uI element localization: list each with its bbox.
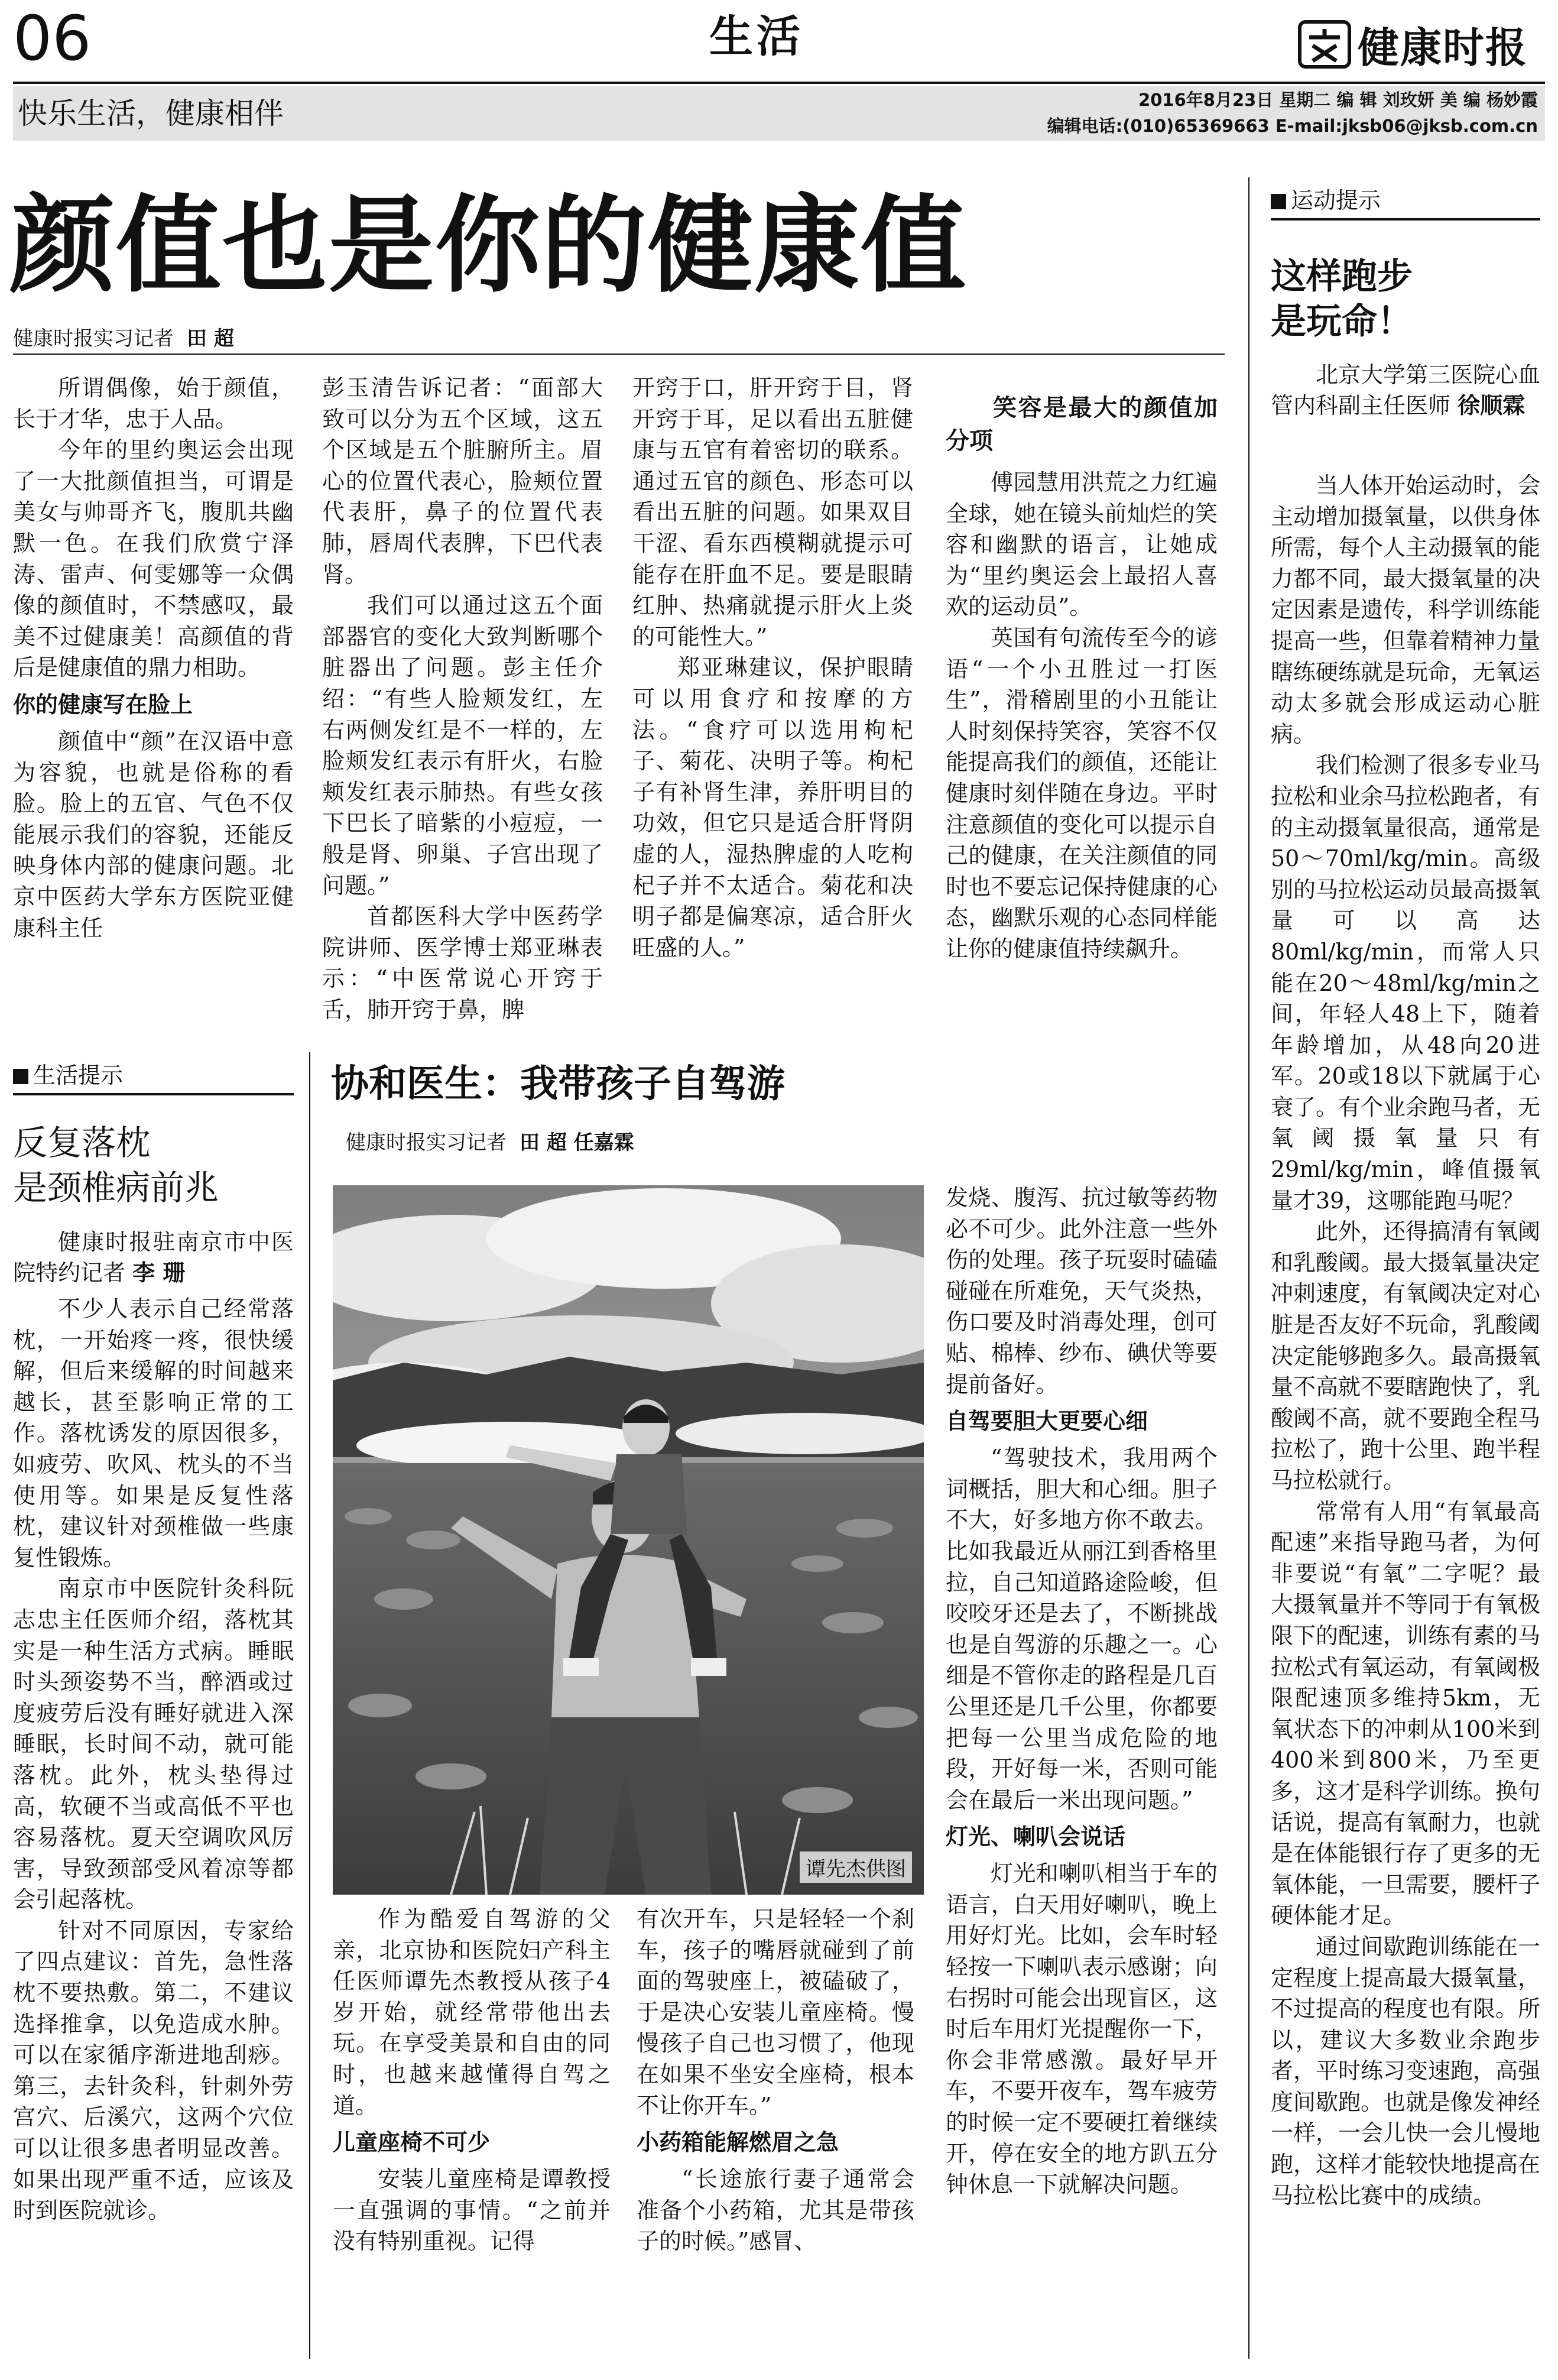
life-divider [309,1052,310,2359]
subheading: 自驾要胆大更要心细 [946,1408,1148,1435]
subheading: 你的健康写在脸上 [13,691,193,718]
drive-byline [346,1126,634,1155]
drive-col-3 [946,1182,1218,2200]
sport-byline-text: 北京大学第三医院心血管内科副主任医师 [1271,362,1541,419]
paragraph: 英国有句流传至今的谚语“一个小丑胜过一打医生”，滑稽剧里的小丑能让人时刻保持笑容，笑容不仅能提高我们的颜值，还能让健康时刻伴随在身边。平时注意颜值的变化可以提示自己的健康，在关注颜值的同时也不要忘记保持健康的心态，幽默乐观的心态同样能让你的健康值持续飙升。 [946,624,1218,962]
life-title-line-1: 反复落枕 [13,1123,151,1163]
sport-body [1271,470,1540,2211]
life-body [13,1293,294,2226]
life-title-line-2: 是颈椎病前兆 [13,1168,219,1208]
sport-byline-name: 徐顺霖 [1458,392,1525,419]
paragraph: 我们可以通过这五个面部器官的变化大致判断哪个脏器出了问题。彭主任介绍：“有些人脸颊发红，左右两侧发红是不一样的，左脸颊发红表示有肝火，右脸颊发红表示肺热。有些女孩下巴长了暗紫的小痘痘，一般是肾、卵巢、子宫出现了问题。” [322,592,603,899]
paragraph: 发烧、腹泻、抗过敏等药物必不可少。此外注意一些外伤的处理。孩子玩耍时磕磕碰碰在所难免，天气炎热，伤口要及时消毒处理，创可贴、棉棒、纱布、碘伏等要提前备好。 [946,1185,1218,1397]
paragraph: 傅园慧用洪荒之力红遍全球，她在镜头前灿烂的笑容和幽默的语言，让她成为“里约奥运会上最招人喜欢的运动员”。 [946,469,1218,620]
section-square-icon [13,1069,28,1084]
photo-credit: 谭先杰供图 [800,1852,912,1883]
paragraph: 当人体开始运动时，会主动增加摄氧量，以供身体所需，每个人主动摄氧的能力都不同，最大摄氧量的决定因素是遗传，科学训练能提高一些，但靠着精神力量瞎练硬练就是玩命，无氧运动太多就会形成运动心脏病。 [1271,472,1541,747]
main-col-3 [632,372,913,963]
sport-title [1271,254,1413,344]
life-byline [13,1227,294,1288]
sport-byline [1271,359,1540,421]
life-byline-name: 李 珊 [132,1259,186,1286]
logo-text: 健康时报 [1358,22,1528,72]
life-title [13,1120,219,1210]
sport-title-line-2: 是玩命！ [1271,301,1413,342]
paragraph: 有次开车，只是轻轻一个刹车，孩子的嘴唇就碰到了前面的驾驶座上，被磕破了，于是决心安装儿童座椅。慢慢孩子自己也习惯了，他现在如果不坐安全座椅，根本不让你开车。” [637,1906,914,2119]
paragraph: 开窍于口，肝开窍于目，肾开窍于耳，足以看出五脏健康与五官有着密切的联系。通过五官的颜色、形态可以看出五脏的问题。如果双目干涩、看东西模糊就提示可能存在肝血不足。要是眼睛红肿、热痛就提示肝火上炎的可能性大。” [632,375,913,650]
paragraph: 郑亚琳建议，保护眼睛可以用食疗和按摩的方法。“食疗可以选用枸杞子、菊花、决明子等。枸杞子有补肾生津，养肝明目的功效，但它只是适合肝肾阴虚的人，湿热脾虚的人吃枸杞子并不太适合。菊花和决明子都是偏寒凉，适合肝火旺盛的人。” [632,654,913,961]
sport-section-text: 运动提示 [1291,187,1381,213]
drive-col-1 [333,1904,611,2257]
life-byline-text: 健康时报驻南京市中医院特约记者 [13,1229,294,1286]
paragraph: 通过间歇跑训练能在一定程度上提高最大摄氧量，不过提高的程度也有限。所以，建议大多数业余跑步者，平时练习变速跑，高强度间歇跑。也就是像发神经一样，一会儿快一会儿慢地跑，这样才能较快地提高在马拉松比赛中的成绩。 [1271,1933,1541,2209]
main-col-2 [322,372,603,1025]
paragraph: 灯光和喇叭相当于车的语言，白天用好喇叭，晚上用好灯光。比如，会车时轻轻按一下喇叭表示感谢；向右拐时可能会出现盲区，这时后车用灯光提醒你一下，你会非常感激。最好早开车，不要开夜车，驾车疲劳的时候一定不要硬扛着继续开，停在安全的地方趴五分钟休息一下就解决问题。 [946,1860,1218,2198]
contact-line: 编辑电话:(010)65369663 E-mail:jksb06@jksb.com.cn [1047,116,1538,136]
drive-col-2 [637,1904,914,2257]
paragraph: 南京市中医院针灸科阮志忠主任医师介绍，落枕其实是一种生活方式病。睡眠时头颈姿势不当，醉酒或过度疲劳后没有睡好就进入深睡眠，长时间不动，就可能落枕。此外，枕头垫得过高，软硬不当或高低不平也容易落枕。夏天空调吹风厉害，导致颈部受风着凉等都会引起落枕。 [13,1575,294,1913]
father-son-photo-icon [333,1185,924,1895]
main-col-4 [946,467,1218,965]
subheading: 小药箱能解燃眉之急 [637,2129,839,2156]
motto: 快乐生活，健康相伴 [18,96,284,131]
travel-photo [333,1185,924,1895]
paragraph: 针对不同原因，专家给了四点建议：首先，急性落枕不要热敷。第二，不建议选择推拿，以免造成水肿。可以在家循序渐进地刮痧。第三，去针灸科，针刺外劳宫穴、后溪穴，这两个穴位可以让很多患者明显改善。如果出现严重不适，应该及时到医院就诊。 [13,1917,294,2224]
date-editor-line: 2016年8月23日 星期二 编 辑 刘玫妍 美 编 杨妙霞 [1138,90,1538,110]
section-title: 生活 [709,11,804,62]
newspaper-logo [1297,18,1528,71]
header-rule [13,82,1545,84]
sidebar-divider [1248,177,1249,2359]
paragraph: “长途旅行妻子通常会准备个小药箱，尤其是带孩子的时候。”感冒、 [637,2166,914,2255]
byline-name: 田 超 [187,327,234,351]
paragraph: 作为酷爱自驾游的父亲，北京协和医院妇产科主任医师谭先杰教授从孩子4岁开始，就经常带他出去玩。在享受美景和自由的同时，也越来越懂得自驾之道。 [333,1906,611,2119]
drive-byline-names: 田 超 任嘉霖 [520,1131,634,1155]
paragraph: 彭玉清告诉记者：“面部大致可以分为五个区域，这五个区域是五个脏腑所主。眉心的位置代表心，脸颊位置代表肝，鼻子的位置代表肺，唇周代表脾，下巴代表肾。 [322,375,603,588]
paragraph: 此外，还得搞清有氧阈和乳酸阈。最大摄氧量决定冲刺速度，有氧阈决定对心脏是否友好不玩命，乳酸阈决定能够跑多久。最高摄氧量不高就不要瞎跑快了，乳酸阈不高，就不要跑全程马拉松了，跑十公里、跑半程马拉松就行。 [1271,1218,1541,1493]
drive-byline-prefix: 健康时报实习记者 [346,1131,507,1155]
paragraph: 所谓偶像，始于颜值，长于才华，忠于人品。 [13,375,294,432]
subheading: 儿童座椅不可少 [333,2129,491,2156]
page-number: 06 [13,2,92,74]
byline-rule [13,354,1225,355]
section-square-icon [1271,194,1286,209]
sport-section-label [1271,182,1540,221]
paragraph: 颜值中“颜”在汉语中意为容貌，也就是俗称的看脸。脸上的五官、气色不仅能展示我们的容貌，还能反映身体内部的健康问题。北京中医药大学东方医院亚健康科主任 [13,728,294,941]
byline-prefix: 健康时报实习记者 [13,327,174,351]
paragraph: 不少人表示自己经常落枕，一开始疼一疼，很快缓解，但后来缓解的时间越来越长，甚至影响正常的工作。落枕诱发的原因很多，如疲劳、吹风、枕头的不当使用等。如果是反复性落枕，建议针对颈椎做一些康复性锻炼。 [13,1296,294,1571]
paragraph: “驾驶技术，我用两个词概括，胆大和心细。胆子不大，好多地方你不敢去。比如我最近从丽江到香格里拉，自己知道路途险峻，但咬咬牙还是去了，不断挑战也是自驾游的乐趣之一。心细是不管你走的路程是几百公里还是几千公里，你都要把每一公里当成危险的地段，开好每一米，否则可能会在最后一米出现问题。” [946,1445,1218,1813]
sport-title-line-1: 这样跑步 [1271,256,1413,297]
main-headline: 颜值也是你的健康值 [9,183,967,307]
life-section-label [13,1057,294,1095]
paragraph: 首都医科大学中医药学院讲师、医学博士郑亚琳表示：“中医常说心开窍于舌，肺开窍于鼻，脾 [322,903,603,1023]
subheading: 灯光、喇叭会说话 [946,1824,1126,1850]
paragraph: 今年的里约奥运会出现了一大批颜值担当，可谓是美女与帅哥齐飞，腹肌共幽默一色。在我们欣赏宁泽涛、雷声、何雯娜等一众偶像的颜值时，不禁感叹，最美不过健康美！高颜值的背后是健康值的鼎力相助。 [13,437,294,681]
paragraph: 我们检测了很多专业马拉松和业余马拉松跑者，有的主动摄氧量很高，通常是50～70ml/kg/min。高级别的马拉松运动员最高摄氧量可以高达80ml/kg/min，而常人只能在20～48ml/kg/min之间，年轻人48上下，随着年龄增加，从48向20进军。20或18以下就属于心衰了。有个业余跑马者，无氧阈摄氧量只有29ml/kg/min，峰值摄氧量才39，这哪能跑马呢？ [1271,752,1541,1214]
main-byline [13,322,234,351]
logo-mark-icon [1297,20,1352,69]
drive-headline: 协和医生：我带孩子自驾游 [331,1062,785,1106]
main-col-4-heading: 笑容是最大的颜值加分项 [946,394,1218,455]
main-col-1 [13,372,294,943]
paragraph: 常常有人用“有氧最高配速”来指导跑马者，为何非要说“有氧”二字呢？最大摄氧量并不等同于有氧极限下的配速，训练有素的马拉松式有氧运动，有氧阈极限配速顶多维持5km，无氧状态下的冲刺从100米到400米到800米，乃至更多，这才是科学训练。换句话说，提高有氧耐力，也就是在体能银行存了更多的无氧体能，一旦需要，腰杆子硬体能才足。 [1271,1498,1541,1929]
life-section-text: 生活提示 [33,1062,124,1088]
paragraph: 安装儿童座椅是谭教授一直强调的事情。“之前并没有特别重视。记得 [333,2166,611,2255]
